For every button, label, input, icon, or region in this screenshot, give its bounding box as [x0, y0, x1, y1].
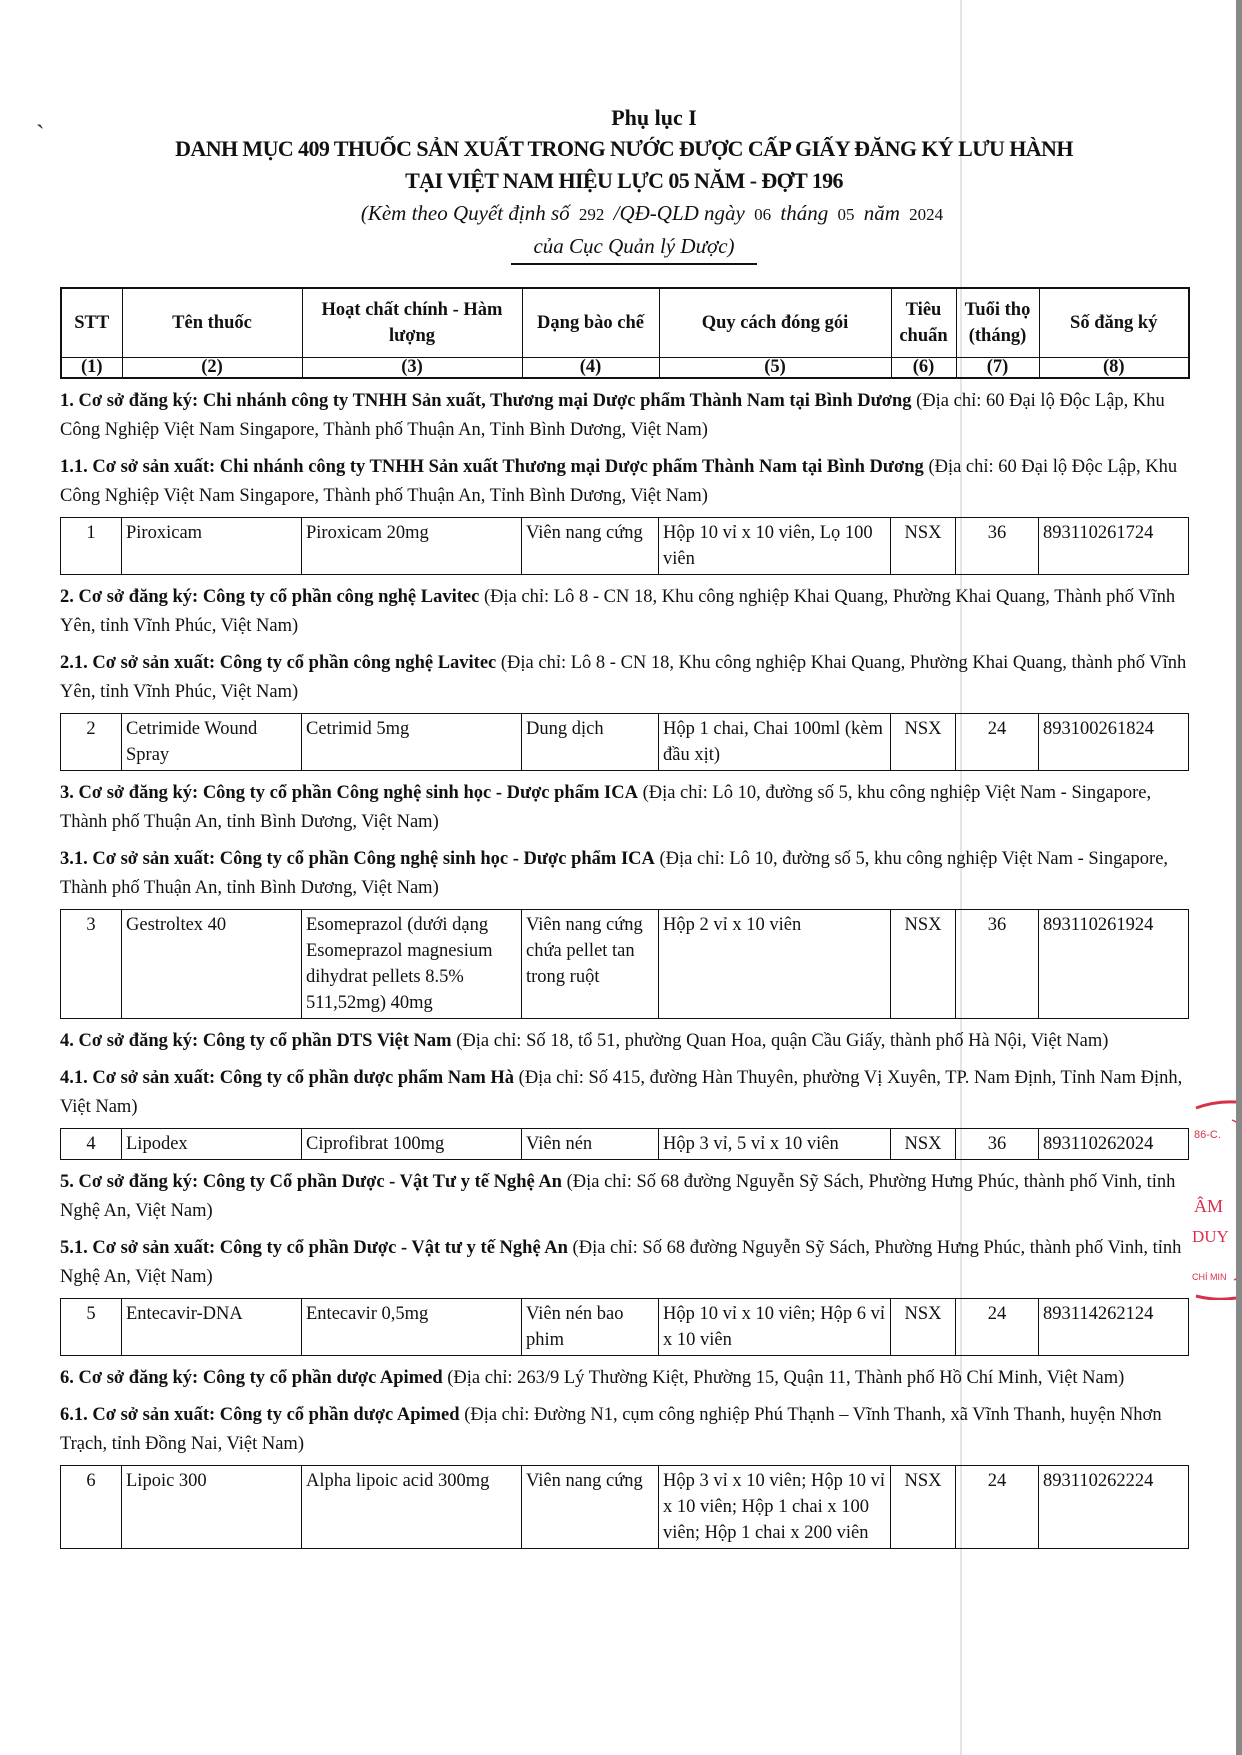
table-cell: Alpha lipoic acid 300mg — [302, 1466, 522, 1549]
table-row — [61, 518, 1189, 575]
column-number: (8) — [1039, 358, 1189, 379]
table-cell: Hộp 2 vỉ x 10 viên — [659, 910, 891, 1019]
facility-name: 2. Cơ sở đăng ký: Công ty cổ phần công nghệ Lavitec — [60, 587, 480, 607]
decision-number: 292 — [578, 205, 605, 224]
column-header: STT — [61, 288, 122, 358]
drug-table — [60, 1128, 1189, 1160]
table-cell: 893110262024 — [1039, 1129, 1189, 1160]
table-cell: 24 — [956, 1299, 1039, 1356]
table-cell: Hộp 1 chai, Chai 100ml (kèm đầu xịt) — [659, 714, 891, 771]
sub-mid1: /QĐ-QLD ngày — [613, 201, 745, 225]
decision-day: 06 — [754, 205, 772, 224]
table-row — [61, 1129, 1189, 1160]
official-stamp — [1192, 1100, 1236, 1300]
production-facility — [60, 1064, 1188, 1122]
production-facility — [60, 845, 1188, 903]
table-cell: 1 — [61, 518, 122, 575]
facility-address: (Địa chỉ: 263/9 Lý Thường Kiệt, Phường 15, Quận 11, Thành phố Hồ Chí Minh, Việt Nam) — [447, 1368, 1125, 1388]
title-line-2: TẠI VIỆT NAM HIỆU LỰC 05 NĂM - ĐỢT 196 — [405, 168, 843, 193]
table-cell: Cetrimide Wound Spray — [122, 714, 302, 771]
facility-section — [60, 1168, 1188, 1356]
table-cell: 36 — [956, 910, 1039, 1019]
table-row — [61, 714, 1189, 771]
column-number: (7) — [956, 358, 1039, 379]
table-row — [61, 1299, 1189, 1356]
facility-name: 4. Cơ sở đăng ký: Công ty cổ phần DTS Việt Nam — [60, 1031, 452, 1051]
table-cell: 893110262224 — [1039, 1466, 1189, 1549]
facility-address: (Địa chỉ: Số 18, tổ 51, phường Quan Hoa, quận Cầu Giấy, thành phố Hà Nội, Việt Nam) — [456, 1031, 1109, 1051]
table-cell: Gestroltex 40 — [122, 910, 302, 1019]
facility-address: (Địa chỉ: 60 Đại lộ Độc Lập, Khu Công Nghiệp Việt Nam Singapore, Thành phố Thuận An, Tỉnh Bình Dương, Việt Nam) — [60, 391, 1165, 440]
table-cell: Entecavir-DNA — [122, 1299, 302, 1356]
decision-year: 2024 — [909, 205, 944, 224]
table-cell: Hộp 10 vỉ x 10 viên; Hộp 6 vỉ x 10 viên — [659, 1299, 891, 1356]
facility-name: 6. Cơ sở đăng ký: Công ty cổ phần dược Apimed — [60, 1368, 443, 1388]
column-number: (5) — [659, 358, 891, 379]
table-row — [61, 910, 1189, 1019]
drug-table — [60, 1298, 1189, 1356]
facility-name: 1. Cơ sở đăng ký: Chi nhánh công ty TNHH Sản xuất, Thương mại Dược phẩm Thành Nam tại Bình Dương — [60, 391, 912, 411]
table-cell: NSX — [891, 1129, 956, 1160]
facility-address: (Địa chỉ: Lô 8 - CN 18, Khu công nghiệp Khai Quang, Phường Khai Quang, Thành phố Vĩnh Yên, tỉnh Vĩnh Phúc, Việt Nam) — [60, 587, 1176, 636]
table-cell: Esomeprazol (dưới dạng Esomeprazol magnesium dihydrat pellets 8.5% 511,52mg) 40mg — [302, 910, 522, 1019]
facility-address: (Địa chỉ: Lô 10, đường số 5, khu công nghiệp Việt Nam - Singapore, Thành phố Thuận An, tỉnh Bình Dương, Việt Nam) — [60, 783, 1152, 832]
issuer-text: của Cục Quản lý Dược) — [511, 231, 756, 265]
table-cell: Hộp 3 vỉ x 10 viên; Hộp 10 vỉ x 10 viên; Hộp 1 chai x 100 viên; Hộp 1 chai x 200 viên — [659, 1466, 891, 1549]
facility-address: (Địa chỉ: Đường N1, cụm công nghiệp Phú Thạnh – Vĩnh Thanh, xã Vĩnh Thanh, huyện Nhơn Trạch, tỉnh Đồng Nai, Việt Nam) — [60, 1405, 1162, 1454]
sub-mid2: tháng — [780, 201, 829, 225]
facility-section — [60, 1364, 1188, 1549]
table-cell: 893110261924 — [1039, 910, 1189, 1019]
column-number: (4) — [522, 358, 659, 379]
table-cell: Ciprofibrat 100mg — [302, 1129, 522, 1160]
table-cell: Hộp 10 vỉ x 10 viên, Lọ 100 viên — [659, 518, 891, 575]
table-cell: Piroxicam 20mg — [302, 518, 522, 575]
table-header — [60, 287, 1190, 379]
appendix-label: Phụ lục I — [611, 105, 697, 130]
facility-name: 3. Cơ sở đăng ký: Công ty cổ phần Công nghệ sinh học - Dược phẩm ICA — [60, 783, 638, 803]
facility-name: 5. Cơ sở đăng ký: Công ty Cổ phần Dược - Vật Tư y tế Nghệ An — [60, 1172, 562, 1192]
svg-text:DUY: DUY — [1192, 1227, 1229, 1246]
decision-month: 05 — [837, 205, 855, 224]
facility-address: (Địa chỉ: Lô 10, đường số 5, khu công nghiệp Việt Nam - Singapore, Thành phố Thuận An, tỉnh Bình Dương, Việt Nam) — [60, 849, 1169, 898]
facility-name: 2.1. Cơ sở sản xuất: Công ty cổ phần công nghệ Lavitec — [60, 653, 497, 673]
registration-facility — [60, 779, 1188, 837]
table-cell: 5 — [61, 1299, 122, 1356]
svg-text:CHÍ MIN: CHÍ MIN — [1192, 1272, 1227, 1282]
table-cell: NSX — [891, 910, 956, 1019]
table-cell: NSX — [891, 1299, 956, 1356]
scan-speck: ˎ — [36, 100, 45, 129]
table-cell: Hộp 3 vỉ, 5 vỉ x 10 viên — [659, 1129, 891, 1160]
table-cell: Viên nang cứng — [522, 1466, 659, 1549]
facility-address: (Địa chỉ: Số 415, đường Hàn Thuyên, phường Vị Xuyên, TP. Nam Định, Tỉnh Nam Định, Việt Nam) — [60, 1068, 1183, 1117]
table-cell: Lipoic 300 — [122, 1466, 302, 1549]
table-cell: 36 — [956, 518, 1039, 575]
column-number: (2) — [122, 358, 302, 379]
sections — [60, 387, 1188, 1549]
facility-address: (Địa chỉ: Số 68 đường Nguyễn Sỹ Sách, Phường Hưng Phúc, thành phố Vinh, tỉnh Nghệ An, Việt Nam) — [60, 1238, 1182, 1287]
drug-table — [60, 1465, 1189, 1549]
registration-facility — [60, 387, 1188, 445]
issuer-line — [80, 231, 1188, 265]
table-cell: 36 — [956, 1129, 1039, 1160]
title-line-1: DANH MỤC 409 THUỐC SẢN XUẤT TRONG NƯỚC ĐƯỢC CẤP GIẤY ĐĂNG KÝ LƯU HÀNH — [175, 136, 1073, 161]
column-header: Hoạt chất chính - Hàm lượng — [302, 288, 522, 358]
decision-reference — [120, 197, 1188, 231]
column-header: Quy cách đóng gói — [659, 288, 891, 358]
facility-name: 1.1. Cơ sở sản xuất: Chi nhánh công ty TNHH Sản xuất Thương mại Dược phẩm Thành Nam tại Bình Dương — [60, 457, 924, 477]
column-header: Tiêu chuẩn — [891, 288, 956, 358]
facility-address: (Địa chỉ: Lô 8 - CN 18, Khu công nghiệp Khai Quang, Phường Khai Quang, thành phố Vĩnh Yên, tỉnh Vĩnh Phúc, Việt Nam) — [60, 653, 1187, 702]
facility-section — [60, 583, 1188, 771]
registration-facility — [60, 583, 1188, 641]
column-header: Số đăng ký — [1039, 288, 1189, 358]
table-cell: 893100261824 — [1039, 714, 1189, 771]
table-row — [61, 1466, 1189, 1549]
column-header: Tuổi thọ (tháng) — [956, 288, 1039, 358]
registration-facility — [60, 1027, 1188, 1056]
facility-section — [60, 387, 1188, 575]
column-number: (6) — [891, 358, 956, 379]
facility-name: 6.1. Cơ sở sản xuất: Công ty cổ phần dược Apimed — [60, 1405, 460, 1425]
svg-text:86-C.: 86-C. — [1194, 1129, 1221, 1141]
table-cell: 6 — [61, 1466, 122, 1549]
column-header: Tên thuốc — [122, 288, 302, 358]
table-cell: NSX — [891, 518, 956, 575]
facility-section — [60, 779, 1188, 1019]
table-cell: 893110261724 — [1039, 518, 1189, 575]
drug-table — [60, 909, 1189, 1019]
table-cell: Viên nén bao phim — [522, 1299, 659, 1356]
facility-address: (Địa chỉ: Số 68 đường Nguyễn Sỹ Sách, Phường Hưng Phúc, thành phố Vinh, tỉnh Nghệ An, Việt Nam) — [60, 1172, 1176, 1221]
table-cell: 893114262124 — [1039, 1299, 1189, 1356]
registration-facility — [60, 1168, 1188, 1226]
table-cell: NSX — [891, 1466, 956, 1549]
registration-facility — [60, 1364, 1188, 1393]
column-number: (1) — [61, 358, 122, 379]
table-cell: Dung dịch — [522, 714, 659, 771]
table-cell: Cetrimid 5mg — [302, 714, 522, 771]
scan-edge — [1236, 0, 1242, 1755]
drug-table — [60, 517, 1189, 575]
production-facility — [60, 1401, 1188, 1459]
facility-name: 5.1. Cơ sở sản xuất: Công ty cổ phần Dược - Vật tư y tế Nghệ An — [60, 1238, 568, 1258]
facility-section — [60, 1027, 1188, 1160]
drug-table — [60, 713, 1189, 771]
table-cell: Viên nang cứng chứa pellet tan trong ruột — [522, 910, 659, 1019]
document-title — [60, 133, 1188, 197]
sub-mid3: năm — [863, 201, 900, 225]
table-cell: Viên nén — [522, 1129, 659, 1160]
facility-name: 3.1. Cơ sở sản xuất: Công ty cổ phần Công nghệ sinh học - Dược phẩm ICA — [60, 849, 655, 869]
table-cell: 3 — [61, 910, 122, 1019]
table-cell: Lipodex — [122, 1129, 302, 1160]
facility-name: 4.1. Cơ sở sản xuất: Công ty cổ phần dược phẩm Nam Hà — [60, 1068, 515, 1088]
table-cell: Piroxicam — [122, 518, 302, 575]
sub-prefix: (Kèm theo Quyết định số — [360, 201, 570, 225]
facility-address: (Địa chỉ: 60 Đại lộ Độc Lập, Khu Công Nghiệp Việt Nam Singapore, Thành phố Thuận An, Tỉnh Bình Dương, Việt Nam) — [60, 457, 1178, 506]
document-page — [60, 105, 1188, 1549]
production-facility — [60, 1234, 1188, 1292]
table-cell: 24 — [956, 1466, 1039, 1549]
table-cell: Viên nang cứng — [522, 518, 659, 575]
table-cell: NSX — [891, 714, 956, 771]
table-cell: 4 — [61, 1129, 122, 1160]
table-cell: Entecavir 0,5mg — [302, 1299, 522, 1356]
production-facility — [60, 649, 1188, 707]
column-header: Dạng bào chế — [522, 288, 659, 358]
svg-text:ÂM: ÂM — [1194, 1196, 1224, 1216]
table-cell: 2 — [61, 714, 122, 771]
table-cell: 24 — [956, 714, 1039, 771]
column-number: (3) — [302, 358, 522, 379]
production-facility — [60, 453, 1188, 511]
